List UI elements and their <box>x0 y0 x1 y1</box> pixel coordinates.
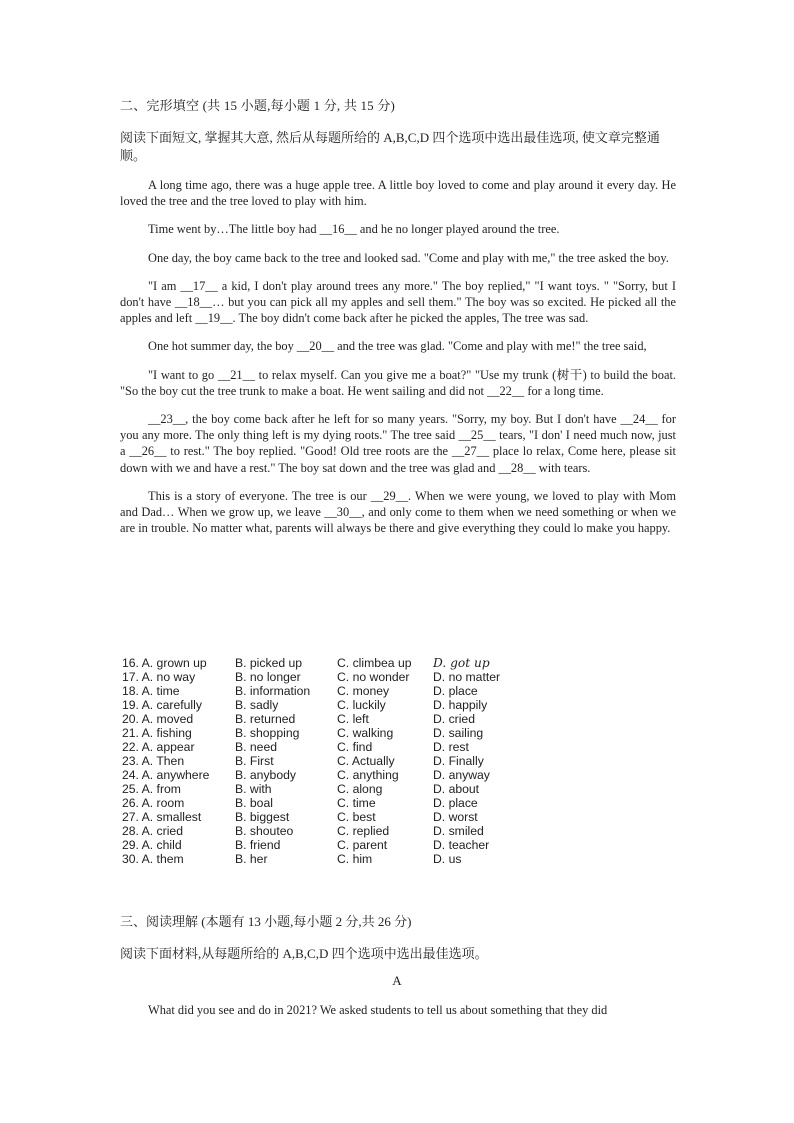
option-row <box>122 810 523 824</box>
option-row <box>122 768 523 782</box>
passage-label: A <box>392 973 402 988</box>
option-cell: 17. A. no way <box>122 670 196 684</box>
option-cell: B. with <box>235 782 272 796</box>
option-row <box>122 712 523 726</box>
section3-heading: 三、阅读理解 (本题有 13 小题,每小题 2 分,共 26 分) <box>120 914 412 929</box>
option-cell: C. no wonder <box>337 670 410 684</box>
option-cell: B. biggest <box>235 810 290 824</box>
option-cell: C. climbea up <box>337 656 412 670</box>
passage-paragraph: Time went by…The little boy had __16__ and he no longer played around the tree. <box>148 222 560 237</box>
option-cell: B. information <box>235 684 311 698</box>
option-cell: B. no longer <box>235 670 301 684</box>
option-cell: C. him <box>337 852 373 866</box>
option-cell: D. got up <box>433 656 490 670</box>
option-cell: 24. A. anywhere <box>122 768 210 782</box>
option-cell: 29. A. child <box>122 838 182 852</box>
option-cell: C. luckily <box>337 698 386 712</box>
option-row <box>122 684 523 698</box>
passage-paragraph: __23__, the boy come back after he left for so many years. "Sorry, my boy. But I don't have __24__ for you any more. The only thing left is my dying roots." The tree said __25__ tears, "I don' I need much now, just a __26__ to rest." The boy replied. "Good! Old tree roots are the __27__ place lo relax, Come here, please sit down with we and have a rest." The boy sat down and the tree was glad and __28__ with tears. <box>120 412 676 475</box>
option-cell: D. happily <box>433 698 488 712</box>
option-cell: D. us <box>433 852 462 866</box>
section2-heading: 二、完形填空 (共 15 小题,每小题 1 分, 共 15 分) <box>120 98 396 113</box>
passage-paragraph: One hot summer day, the boy __20__ and the tree was glad. "Come and play with me!" the tree said, <box>148 339 647 354</box>
option-cell: B. First <box>235 754 274 768</box>
option-cell: B. anybody <box>235 768 296 782</box>
option-cell: C. walking <box>337 726 394 740</box>
option-cell: C. money <box>337 684 390 698</box>
passage-paragraph: A long time ago, there was a huge apple tree. A little boy loved to come and play around it every day. He loved the tree and the tree loved to play with him. <box>120 178 676 209</box>
option-cell: C. best <box>337 810 376 824</box>
option-cell: D. sailing <box>433 726 484 740</box>
option-cell: D. cried <box>433 712 475 726</box>
option-cell: C. left <box>337 712 369 726</box>
option-cell: B. sadly <box>235 698 279 712</box>
option-cell: C. parent <box>337 838 388 852</box>
option-row <box>122 670 523 684</box>
option-row <box>122 838 523 852</box>
option-cell: D. smiled <box>433 824 484 838</box>
option-row <box>122 656 523 670</box>
option-cell: B. picked up <box>235 656 303 670</box>
option-cell: 23. A. Then <box>122 754 185 768</box>
option-cell: 21. A. fishing <box>122 726 192 740</box>
option-cell: B. boal <box>235 796 273 810</box>
option-cell: D. rest <box>433 740 469 754</box>
option-cell: 16. A. grown up <box>122 656 207 670</box>
option-cell: D. Finally <box>433 754 484 768</box>
option-cell: C. find <box>337 740 373 754</box>
option-cell: D. teacher <box>433 838 490 852</box>
option-cell: 27. A. smallest <box>122 810 202 824</box>
option-cell: 20. A. moved <box>122 712 194 726</box>
option-row <box>122 852 523 866</box>
option-cell: C. anything <box>337 768 399 782</box>
option-cell: 26. A. room <box>122 796 185 810</box>
option-cell: B. need <box>235 740 278 754</box>
option-cell: D. no matter <box>433 670 501 684</box>
option-cell: B. her <box>235 852 268 866</box>
option-cell: 28. A. cried <box>122 824 183 838</box>
option-cell: B. returned <box>235 712 296 726</box>
option-cell: 18. A. time <box>122 684 180 698</box>
option-cell: D. about <box>433 782 480 796</box>
options-table <box>122 656 523 866</box>
option-cell: 22. A. appear <box>122 740 195 754</box>
option-cell: 30. A. them <box>122 852 184 866</box>
section3-instruction: 阅读下面材料,从每题所给的 A,B,C,D 四个选项中选出最佳选项。 <box>120 946 488 961</box>
option-cell: B. friend <box>235 838 281 852</box>
option-cell: B. shopping <box>235 726 300 740</box>
option-row <box>122 754 523 768</box>
option-row <box>122 698 523 712</box>
option-cell: C. Actually <box>337 754 395 768</box>
option-cell: 19. A. carefully <box>122 698 202 712</box>
passage-first-line: What did you see and do in 2021? We asked students to tell us about something that they did <box>148 1003 608 1017</box>
cloze-passage <box>120 177 676 548</box>
section2-instruction: 阅读下面短文, 掌握其大意, 然后从每题所给的 A,B,C,D 四个选项中选出最佳选项, 使文章完整通顺。 <box>120 130 660 163</box>
option-cell: B. shouteo <box>235 824 294 838</box>
passage-paragraph: "I want to go __21__ to relax myself. Can you give me a boat?" "Use my trunk (树干) to build the boat. "So the boy cut the tree trunk to make a boat. He went sailing and did not __22__ for a long time. <box>120 367 676 398</box>
passage-paragraph: One day, the boy came back to the tree and looked sad. "Come and play with me," the tree asked the boy. <box>148 250 669 265</box>
option-cell: D. place <box>433 796 478 810</box>
option-row <box>122 740 523 754</box>
passage-paragraph: "I am __17__ a kid, I don't play around trees any more." The boy replied," "I want toys. " "Sorry, but I don't have __18__… but you can pick all my apples and sell them." The boy was so excited. He picked all the apples and left __19__. The boy didn't come back after he picked the apples, The tree was sad. <box>120 278 676 326</box>
option-row <box>122 726 523 740</box>
option-row <box>122 824 523 838</box>
option-cell: D. place <box>433 684 478 698</box>
option-cell: D. worst <box>433 810 478 824</box>
option-cell: C. along <box>337 782 383 796</box>
option-cell: C. time <box>337 796 376 810</box>
option-cell: 25. A. from <box>122 782 181 796</box>
passage-paragraph: This is a story of everyone. The tree is our __29__. When we were young, we loved to play with Mom and Dad… When we grow up, we leave __30__, and only come to them when we need something or when we are in trouble. No matter what, parents will always be there and give everything they could lo make you happy. <box>120 488 676 536</box>
option-cell: D. anyway <box>433 768 490 782</box>
option-row <box>122 782 523 796</box>
option-cell: C. replied <box>337 824 390 838</box>
option-row <box>122 796 523 810</box>
